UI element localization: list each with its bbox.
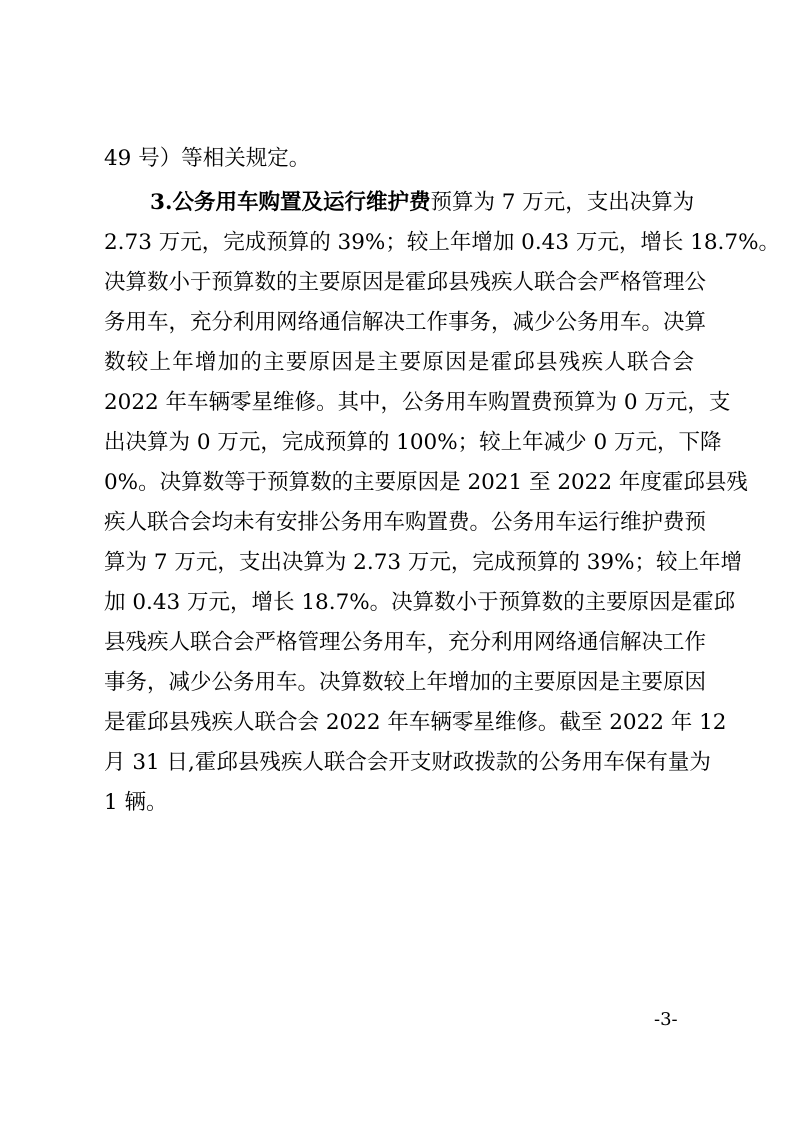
paragraph-line: 49 号）等相关规定。 bbox=[104, 146, 311, 171]
paragraph-line-text: 预算为 7 万元，支出决算为 bbox=[430, 190, 695, 215]
paragraph-line: 务用车，充分利用网络通信解决工作事务，减少公务用车。决算 bbox=[104, 310, 707, 335]
paragraph-line: 算为 7 万元，支出决算为 2.73 万元，完成预算的 39%；较上年增 bbox=[104, 550, 743, 575]
section-line bbox=[150, 185, 694, 221]
paragraph-line: 0%。决算数等于预算数的主要原因是 2021 至 2022 年度霍邱县残 bbox=[104, 470, 748, 495]
paragraph-line: 事务，减少公务用车。决算数较上年增加的主要原因是主要原因 bbox=[104, 670, 707, 695]
section-heading: 3.公务用车购置及运行维护费 bbox=[150, 190, 431, 215]
paragraph-line: 是霍邱县残疾人联合会 2022 年车辆零星维修。截至 2022 年 12 bbox=[104, 710, 727, 735]
paragraph-line: 县残疾人联合会严格管理公务用车，充分利用网络通信解决工作 bbox=[104, 630, 707, 655]
paragraph-line: 月 31 日,霍邱县残疾人联合会开支财政拨款的公务用车保有量为 bbox=[104, 750, 711, 775]
paragraph-line: 决算数小于预算数的主要原因是霍邱县残疾人联合会严格管理公 bbox=[104, 270, 707, 295]
paragraph-line: 2.73 万元，完成预算的 39%；较上年增加 0.43 万元，增长 18.7%。 bbox=[104, 230, 781, 255]
paragraph-line: 疾人联合会均未有安排公务用车购置费。公务用车运行维护费预 bbox=[104, 510, 707, 535]
paragraph-line: 1 辆。 bbox=[104, 790, 168, 815]
paragraph-line: 出决算为 0 万元，完成预算的 100%；较上年减少 0 万元，下降 bbox=[104, 430, 722, 455]
paragraph-line: 2022 年车辆零星维修。其中，公务用车购置费预算为 0 万元，支 bbox=[104, 390, 731, 415]
page-number: -3- bbox=[654, 1009, 678, 1030]
paragraph-line: 加 0.43 万元，增长 18.7%。决算数小于预算数的主要原因是霍邱 bbox=[104, 590, 736, 615]
paragraph-line: 数较上年增加的主要原因是主要原因是霍邱县残疾人联合会 bbox=[104, 350, 694, 375]
